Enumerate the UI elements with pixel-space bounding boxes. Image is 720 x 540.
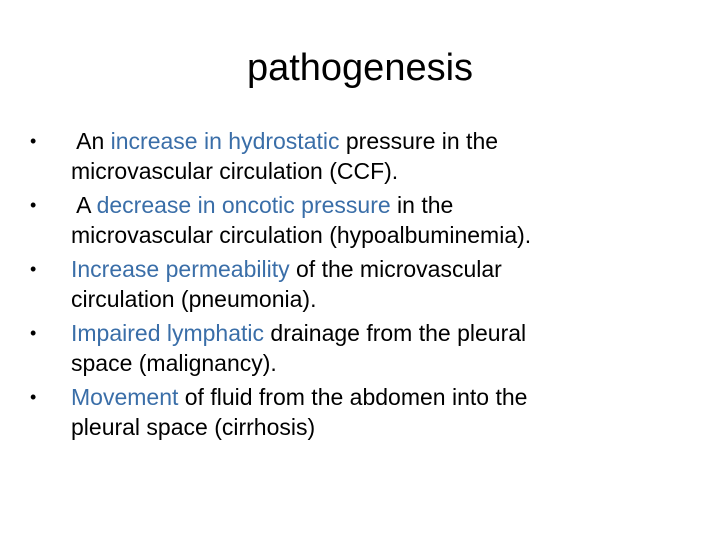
bullet-line (71, 349, 670, 379)
bullet-text: pressure in the (339, 128, 499, 154)
bullet-marker: • (30, 387, 37, 407)
bullet-text: of fluid from the abdomen into the (178, 384, 528, 410)
bullet-text: drainage from the pleural (264, 320, 527, 346)
slide-title: pathogenesis (246, 47, 474, 89)
bullet-text: of the microvascular (289, 256, 502, 282)
bullet-item (30, 255, 670, 314)
bullet-text: in the (390, 192, 454, 218)
bullet-text: microvascular circulation (CCF). (71, 157, 399, 184)
bullet-text: An (71, 128, 111, 154)
highlighted-term: Movement (71, 384, 179, 410)
bullet-text: A (71, 192, 97, 218)
bullet-text: microvascular circulation (hypoalbuminemia). (71, 221, 532, 248)
bullet-marker: • (30, 195, 37, 215)
bullet-line (71, 157, 670, 187)
bullet-marker: • (30, 259, 37, 279)
bullet-item (30, 191, 670, 250)
bullet-line (71, 383, 670, 413)
bullet-line (71, 413, 670, 443)
bullet-line (71, 221, 670, 251)
bullet-line (71, 191, 670, 221)
highlighted-term: increase in hydrostatic (110, 128, 340, 154)
bullet-text: circulation (pneumonia). (71, 285, 317, 312)
bullet-marker: • (30, 323, 37, 343)
bullet-text: space (malignancy). (71, 349, 277, 376)
bullet-marker: • (30, 131, 37, 151)
bullet-item (30, 127, 670, 186)
bullet-list (30, 127, 670, 447)
bullet-line (71, 127, 670, 157)
bullet-line (71, 285, 670, 315)
bullet-line (71, 319, 670, 349)
bullet-item (30, 319, 670, 378)
highlighted-term: Impaired lymphatic (71, 320, 265, 346)
bullet-item (30, 383, 670, 442)
highlighted-term: decrease in oncotic pressure (96, 192, 391, 218)
bullet-text: pleural space (cirrhosis) (71, 413, 316, 440)
bullet-line (71, 255, 670, 285)
highlighted-term: Increase permeability (71, 256, 290, 282)
